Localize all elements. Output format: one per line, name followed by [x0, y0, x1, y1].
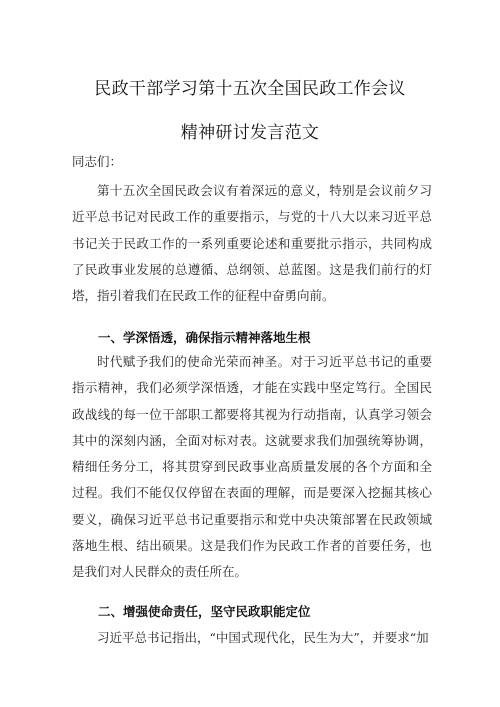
- section-heading-1: 一、学深悟透，确保指示精神落地生根: [98, 330, 311, 345]
- document-title-line-1: 民政干部学习第十五次全国民政工作会议: [94, 79, 406, 99]
- paragraph-1: 第十五次全国民政会议有着深远的意义，特别是会议前夕习近平总书记对民政工作的重要指示，与党的十八大以来习近平总书记关于民政工作的一系列重要论述和重要批示指示，共同构成了民政事业发展的总遵循、总纲领、总蓝图。这是我们前行的灯塔，指引着我们在民政工作的征程中奋勇向前。: [72, 183, 432, 304]
- section-heading-2: 二、增强使命责任，坚守民政职能定位: [98, 604, 311, 619]
- paragraph-3: 习近平总书记指出，“中国式现代化，民生为大”，并要求“加: [97, 630, 429, 645]
- paragraph-2: 时代赋予我们的使命光荣而神圣。对于习近平总书记的重要指示精神，我们必须学深悟透，才能在实践中坚定笃行。全国民政战线的每一位干部职工都要将其视为行动指南，认真学习领会其中的深刻内涵，全面对标对表。这就要求我们加强统筹协调，精细任务分工，将其贯穿到民政事业高质量发展的各个方面和全过程。我们不能仅仅停留在表面的理解，而是要深入挖掘其核心要义，确保习近平总书记重要指示和党中央决策部署在民政领域落地生根、结出硕果。这是我们作为民政工作者的首要任务，也是我们对人民群众的责任所在。: [72, 354, 432, 580]
- document-title-line-2: 精神研讨发言范文: [180, 123, 320, 143]
- salutation: 同志们：: [72, 154, 123, 169]
